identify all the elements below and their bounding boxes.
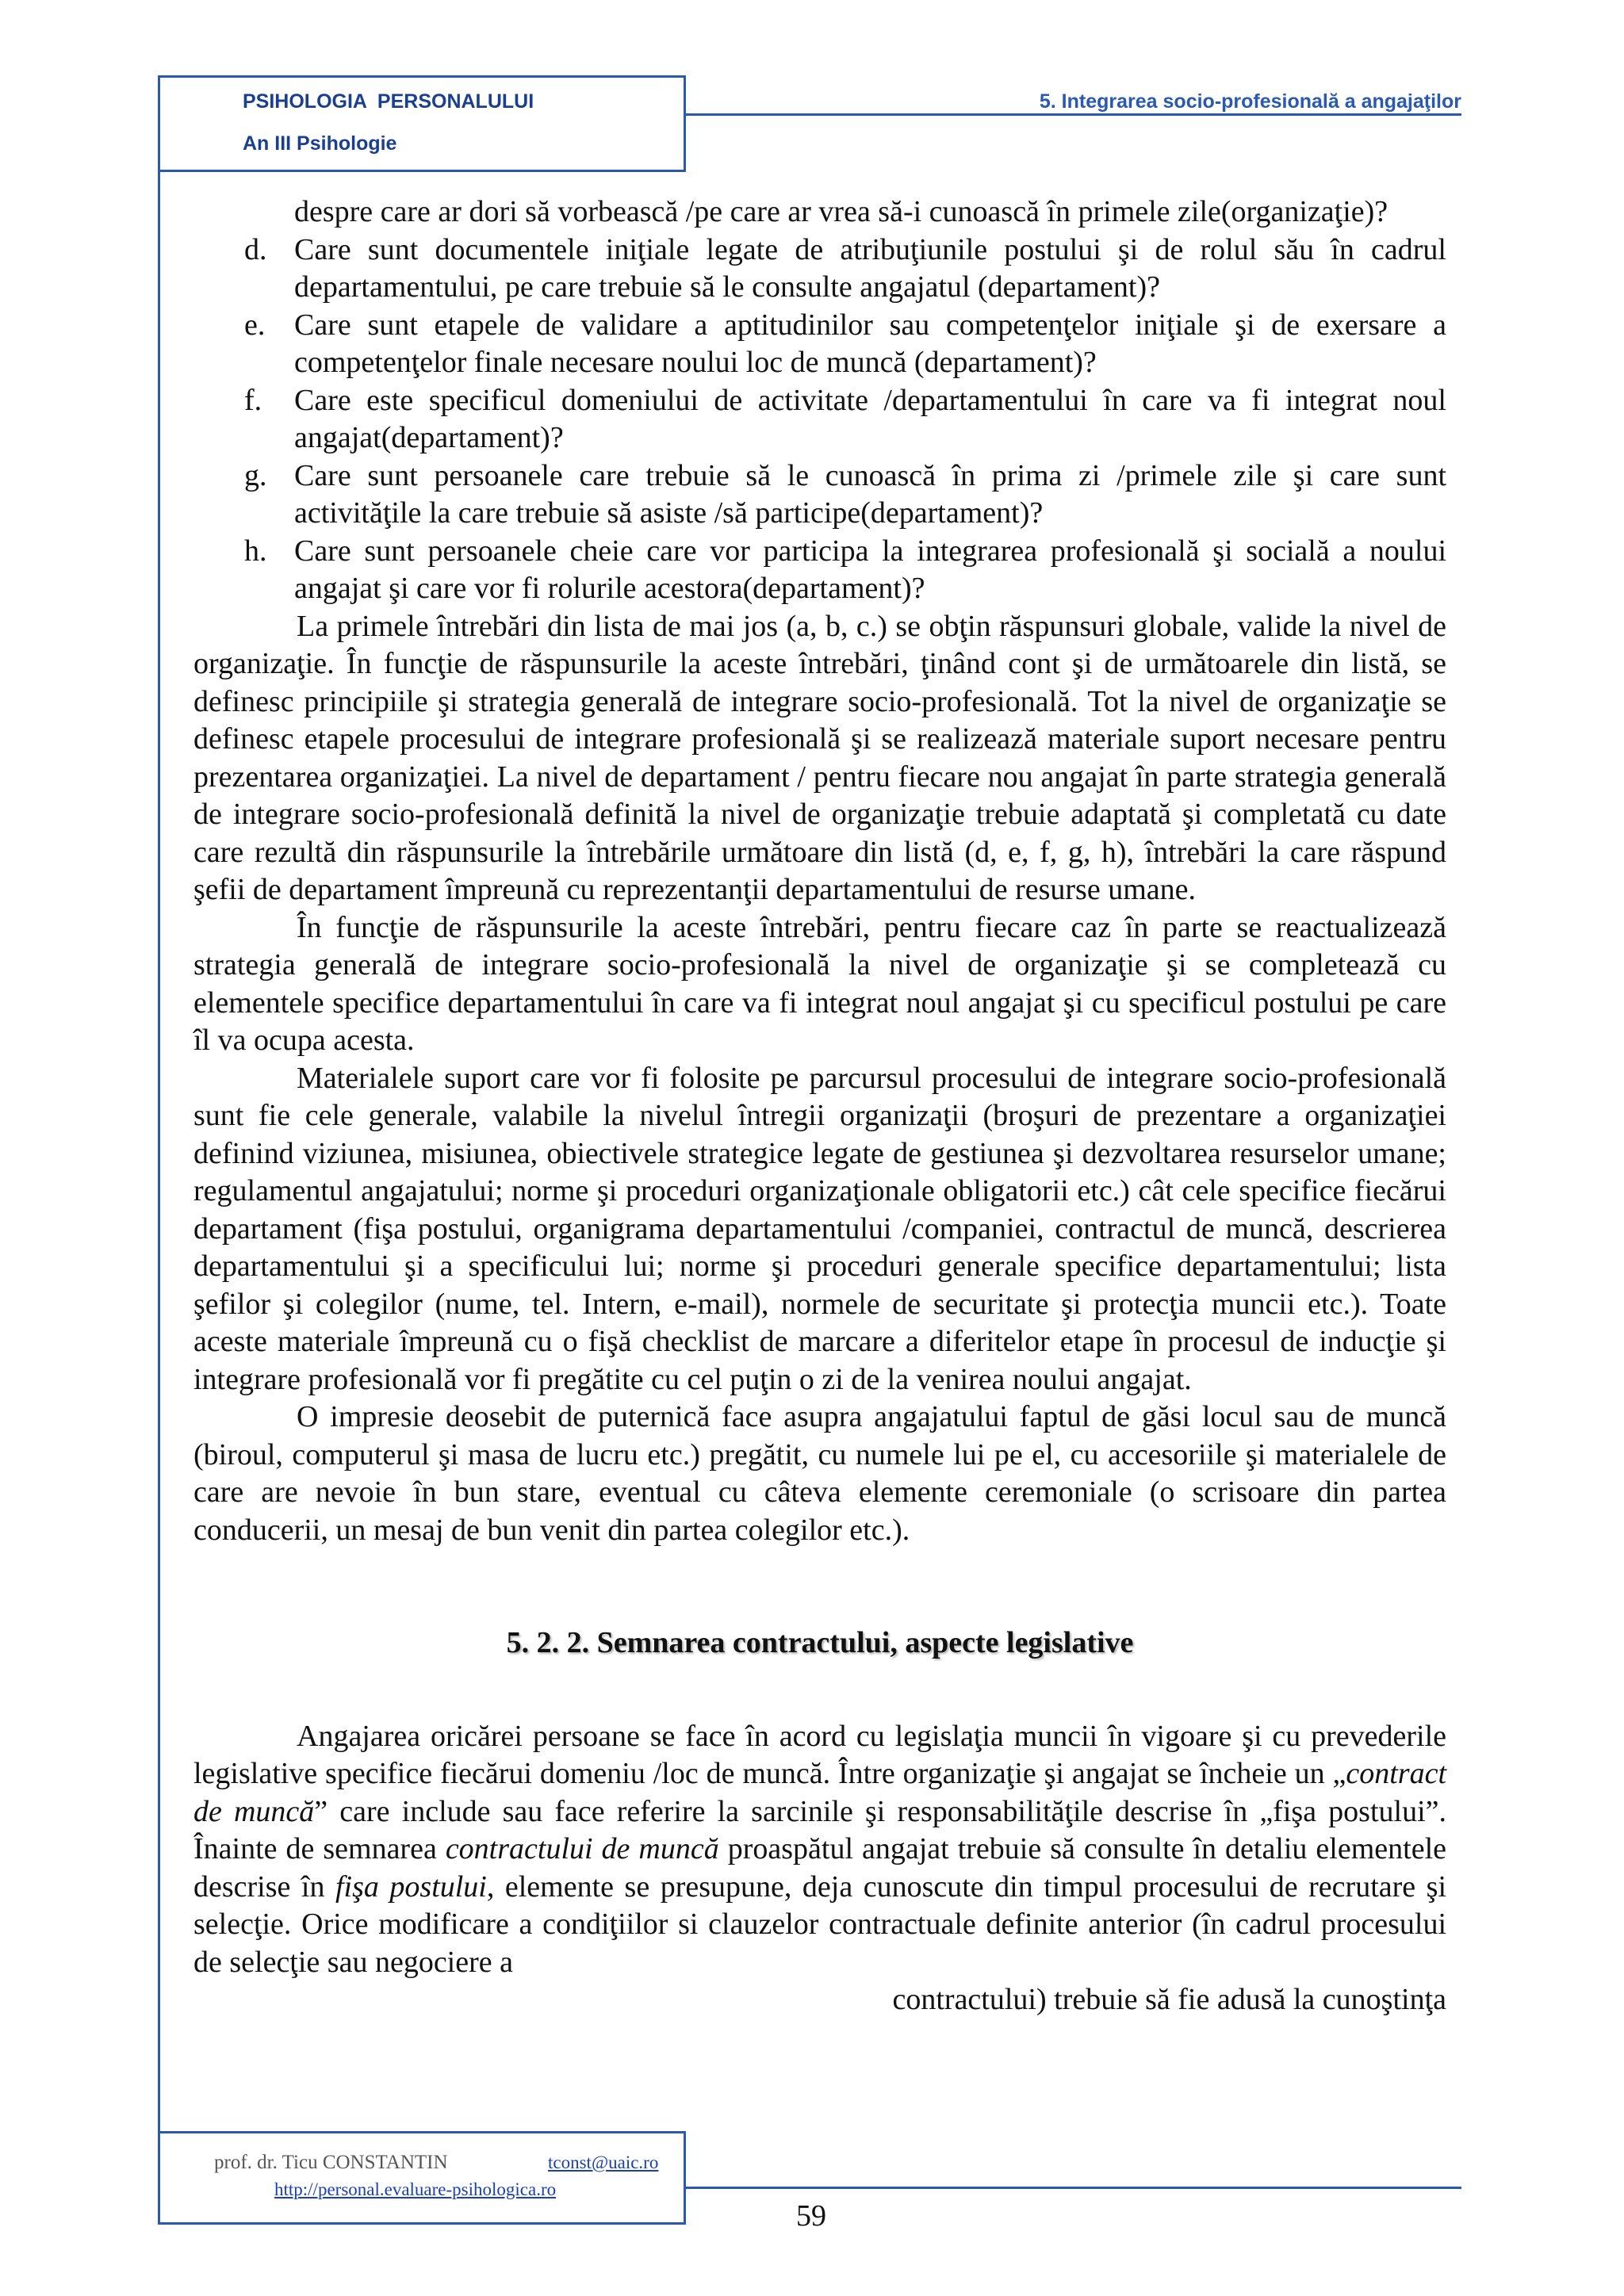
- paragraph: Materialele suport care vor fi folosite pe parcursul procesului de integrare socio-profesională sunt fie cele generale, valabile la nivelul întregii organizaţii (broşuri de prezentare a organizaţiei definind viziunea, misiunea, obiectivele strategice legate de gestiunea şi dezvoltarea resurselor umane; regulamentul angajatului; norme şi proceduri organizaţionale obligatorii etc.) cât cele specifice fiecărui departament (fişa postului, organigrama departamentului /companiei, contractul de muncă, descrierea departamentului şi a specificului lui; norme şi proceduri generale specifice departamentului; lista şefilor şi colegilor (nume, tel. Intern, e-mail), normele de securitate şi protecţia muncii etc.). Toate aceste materiale împreună cu o fişă checklist de marcare a diferitelor etape în procesul de inducţie şi integrare profesională vor fi pregătite cu cel puţin o zi de la venirea noului angajat.: [193, 1061, 1446, 1396]
- section-heading: 5. 2. 2. Semnarea contractului, aspecte legislative: [506, 1626, 1134, 1659]
- list-item: [193, 232, 1446, 307]
- emphasis: contractului de muncă: [445, 1832, 719, 1866]
- list-item: [193, 457, 1446, 533]
- paragraph: La primele întrebări din lista de mai jos (a, b, c.) se obţin răspunsuri globale, valide la nivel de organizaţie. În funcţie de răspunsurile la aceste întrebări, ţinând cont şi de următoarele din listă, se definesc principiile şi strategia generală de integrare socio-profesională. Tot la nivel de organizaţie se definesc etapele procesului de integrare profesională şi se realizează materiale suport necesare pentru prezentarea organizaţiei. La nivel de departament / pentru fiecare nou angajat în parte strategia generală de integrare socio-profesională definită la nivel de organizaţie trebuie adaptată şi completată cu date care rezultă din răspunsurile la întrebările următoare din listă (d, e, f, g, h), întrebări la care răspund şefii de departament împreună cu reprezentanţii departamentului de resurse umane.: [193, 609, 1446, 906]
- footer-rule: [686, 2187, 1461, 2189]
- list-item: [193, 533, 1446, 608]
- list-item-text: Care sunt persoanele cheie care vor participa la integrarea profesională şi socială a noului angajat şi care vor fi rolurile acestora(departament)?: [294, 534, 1446, 605]
- list-marker: d.: [244, 232, 267, 266]
- footer-email-link[interactable]: tconst@uaic.ro: [548, 2152, 659, 2172]
- text-run: Angajarea oricărei persoane se face în acord cu legislaţia muncii în vigoare şi cu prevederile legislative specifice fiecărui domeniu /loc de muncă. Între organizaţie şi angajat se încheie un „: [193, 1719, 1446, 1790]
- list-marker: f.: [244, 383, 262, 417]
- header-rule: [686, 113, 1461, 116]
- list-item-text: Care este specificul domeniului de activitate /departamentului în care va fi integrat noul angajat(departament)?: [294, 383, 1446, 454]
- list-marker: g.: [244, 458, 267, 492]
- paragraph-last-line: contractului) trebuie să fie adusă la cunoştinţa: [892, 1983, 1446, 2016]
- footer-website-link[interactable]: http://personal.evaluare-psihologica.ro: [274, 2179, 557, 2199]
- footer-author: prof. dr. Ticu CONSTANTIN: [214, 2152, 448, 2173]
- list-item: [193, 382, 1446, 457]
- list-item-continuation: despre care ar dori să vorbească /pe care ar vrea să-i cunoască în primele zile(organizaţie)?: [294, 195, 1388, 228]
- course-year: An III Psihologie: [243, 132, 397, 155]
- paragraph: O impresie deosebit de puternică face asupra angajatului faptul de găsi locul sau de muncă (biroul, computerul şi masa de lucru etc.) pregătit, cu numele lui pe el, cu accesoriile şi materialele de care are nevoie în bun stare, eventual cu câteva elemente ceremoniale (o scrisoare din partea conducerii, un mesaj de bun venit din partea colegilor etc.).: [193, 1400, 1446, 1547]
- margin-rule: [158, 172, 160, 2160]
- course-title: PSIHOLOGIA PERSONALULUI: [243, 90, 534, 113]
- text-run: ” care include sau face referire la sarcinile şi responsabilităţile descrise în „fişa postului”. Înainte de semnarea: [193, 1794, 1446, 1866]
- paragraph-final: [193, 1718, 1446, 1982]
- emphasis: contract de muncă: [193, 1757, 1446, 1828]
- list-marker: e.: [244, 308, 266, 342]
- paragraph: În funcţie de răspunsurile la aceste întrebări, pentru fiecare caz în parte se reactualizează strategia generală de integrare socio-profesională la nivel de organizaţie şi se completează cu elementele specifice departamentului în care va fi integrat noul angajat şi cu specificul postului pe care îl va ocupa acesta.: [193, 910, 1446, 1057]
- chapter-title: 5. Integrarea socio-profesională a angajaţilor: [1039, 90, 1461, 113]
- list-item: [193, 307, 1446, 382]
- list-item-text: Care sunt documentele iniţiale legate de atribuţiunile postului şi de rolul său în cadrul departamentului, pe care trebuie să le consulte angajatul (departament)?: [294, 232, 1446, 304]
- list-item-text: Care sunt persoanele care trebuie să le cunoască în prima zi /primele zile şi care sunt activităţile la care trebuie să asiste /să participe(departament)?: [294, 458, 1446, 530]
- text-run: , elemente se presupune, deja cunoscute din timpul procesului de recrutare şi selecţie. Orice modificare a condiţiilor si clauzelor contractuale definite anterior (în cadrul procesului de selecţie sau negociere a: [193, 1869, 1446, 1979]
- list-item-text: Care sunt etapele de validare a aptitudinilor sau competenţelor iniţiale şi de exersare a competenţelor finale necesare noului loc de muncă (departament)?: [294, 308, 1446, 379]
- question-list: [193, 232, 1446, 608]
- list-marker: h.: [244, 534, 267, 568]
- emphasis: fişa postului: [335, 1869, 487, 1904]
- text-run: proaspătul angajat trebuie să consulte în detaliu elementele descrise în: [193, 1832, 1446, 1904]
- page-number: 59: [796, 2199, 826, 2233]
- page-content: [193, 193, 1446, 2019]
